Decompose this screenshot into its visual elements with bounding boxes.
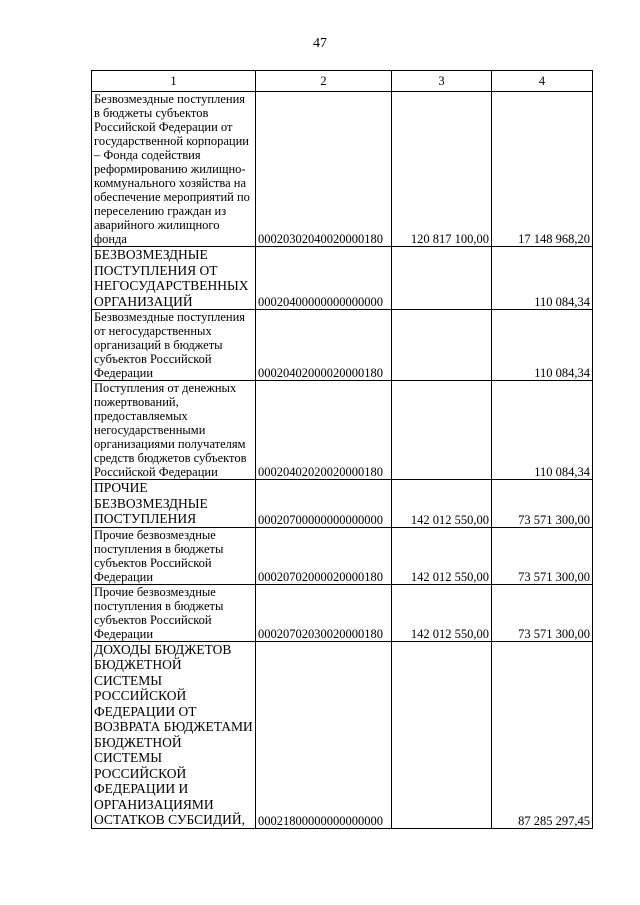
row-value-col3 xyxy=(392,641,492,828)
row-value-col4: 73 571 300,00 xyxy=(492,480,593,528)
table-row xyxy=(92,247,593,310)
row-value-col4: 87 285 297,45 xyxy=(492,641,593,828)
row-name: Прочие безвозмездные поступления в бюджеты субъектов Российской Федерации xyxy=(92,527,256,584)
row-value-col4: 110 084,34 xyxy=(492,310,593,381)
row-code: 00021800000000000000 xyxy=(256,641,392,828)
header-row xyxy=(92,71,593,92)
row-value-col4: 110 084,34 xyxy=(492,381,593,480)
table-row xyxy=(92,381,593,480)
table-row xyxy=(92,310,593,381)
row-value-col3 xyxy=(392,381,492,480)
row-name: ДОХОДЫ БЮДЖЕТОВ БЮДЖЕТНОЙ СИСТЕМЫ РОССИЙСКОЙ ФЕДЕРАЦИИ ОТ ВОЗВРАТА БЮДЖЕТАМИ БЮДЖЕТНОЙ СИСТЕМЫ РОССИЙСКОЙ ФЕДЕРАЦИИ И ОРГАНИЗАЦИЯМИ ОСТАТКОВ СУБСИДИЙ, xyxy=(92,641,256,828)
row-code: 00020702030020000180 xyxy=(256,584,392,641)
table-row xyxy=(92,641,593,828)
row-value-col3 xyxy=(392,247,492,310)
column-header: 3 xyxy=(392,71,492,92)
row-code: 00020400000000000000 xyxy=(256,247,392,310)
row-value-col3 xyxy=(392,310,492,381)
row-value-col4: 110 084,34 xyxy=(492,247,593,310)
row-name: Прочие безвозмездные поступления в бюджеты субъектов Российской Федерации xyxy=(92,584,256,641)
row-value-col3: 120 817 100,00 xyxy=(392,92,492,247)
row-code: 00020302040020000180 xyxy=(256,92,392,247)
row-name: Безвозмездные поступления от негосударственных организаций в бюджеты субъектов Российской Федерации xyxy=(92,310,256,381)
budget-table xyxy=(91,70,593,829)
row-value-col3: 142 012 550,00 xyxy=(392,527,492,584)
row-value-col4: 73 571 300,00 xyxy=(492,584,593,641)
column-header: 2 xyxy=(256,71,392,92)
row-code: 00020700000000000000 xyxy=(256,480,392,528)
row-value-col3: 142 012 550,00 xyxy=(392,584,492,641)
row-name: Безвозмездные поступления в бюджеты субъектов Российской Федерации от государственной корпорации – Фонда содействия реформированию жилищно-коммунального хозяйства на обеспечение мероприятий по переселению граждан из аварийного жилищного фонда xyxy=(92,92,256,247)
table-row xyxy=(92,584,593,641)
row-value-col4: 17 148 968,20 xyxy=(492,92,593,247)
row-value-col3: 142 012 550,00 xyxy=(392,480,492,528)
row-name: Поступления от денежных пожертвований, предоставляемых негосударственными организациями получателям средств бюджетов субъектов Российской Федерации xyxy=(92,381,256,480)
column-header: 4 xyxy=(492,71,593,92)
column-header: 1 xyxy=(92,71,256,92)
table-row xyxy=(92,92,593,247)
table-row xyxy=(92,527,593,584)
table-row xyxy=(92,480,593,528)
row-value-col4: 73 571 300,00 xyxy=(492,527,593,584)
row-code: 00020402020020000180 xyxy=(256,381,392,480)
row-code: 00020402000020000180 xyxy=(256,310,392,381)
page-number: 47 xyxy=(313,36,327,51)
row-code: 00020702000020000180 xyxy=(256,527,392,584)
row-name: БЕЗВОЗМЕЗДНЫЕ ПОСТУПЛЕНИЯ ОТ НЕГОСУДАРСТВЕННЫХ ОРГАНИЗАЦИЙ xyxy=(92,247,256,310)
row-name: ПРОЧИЕ БЕЗВОЗМЕЗДНЫЕ ПОСТУПЛЕНИЯ xyxy=(92,480,256,528)
